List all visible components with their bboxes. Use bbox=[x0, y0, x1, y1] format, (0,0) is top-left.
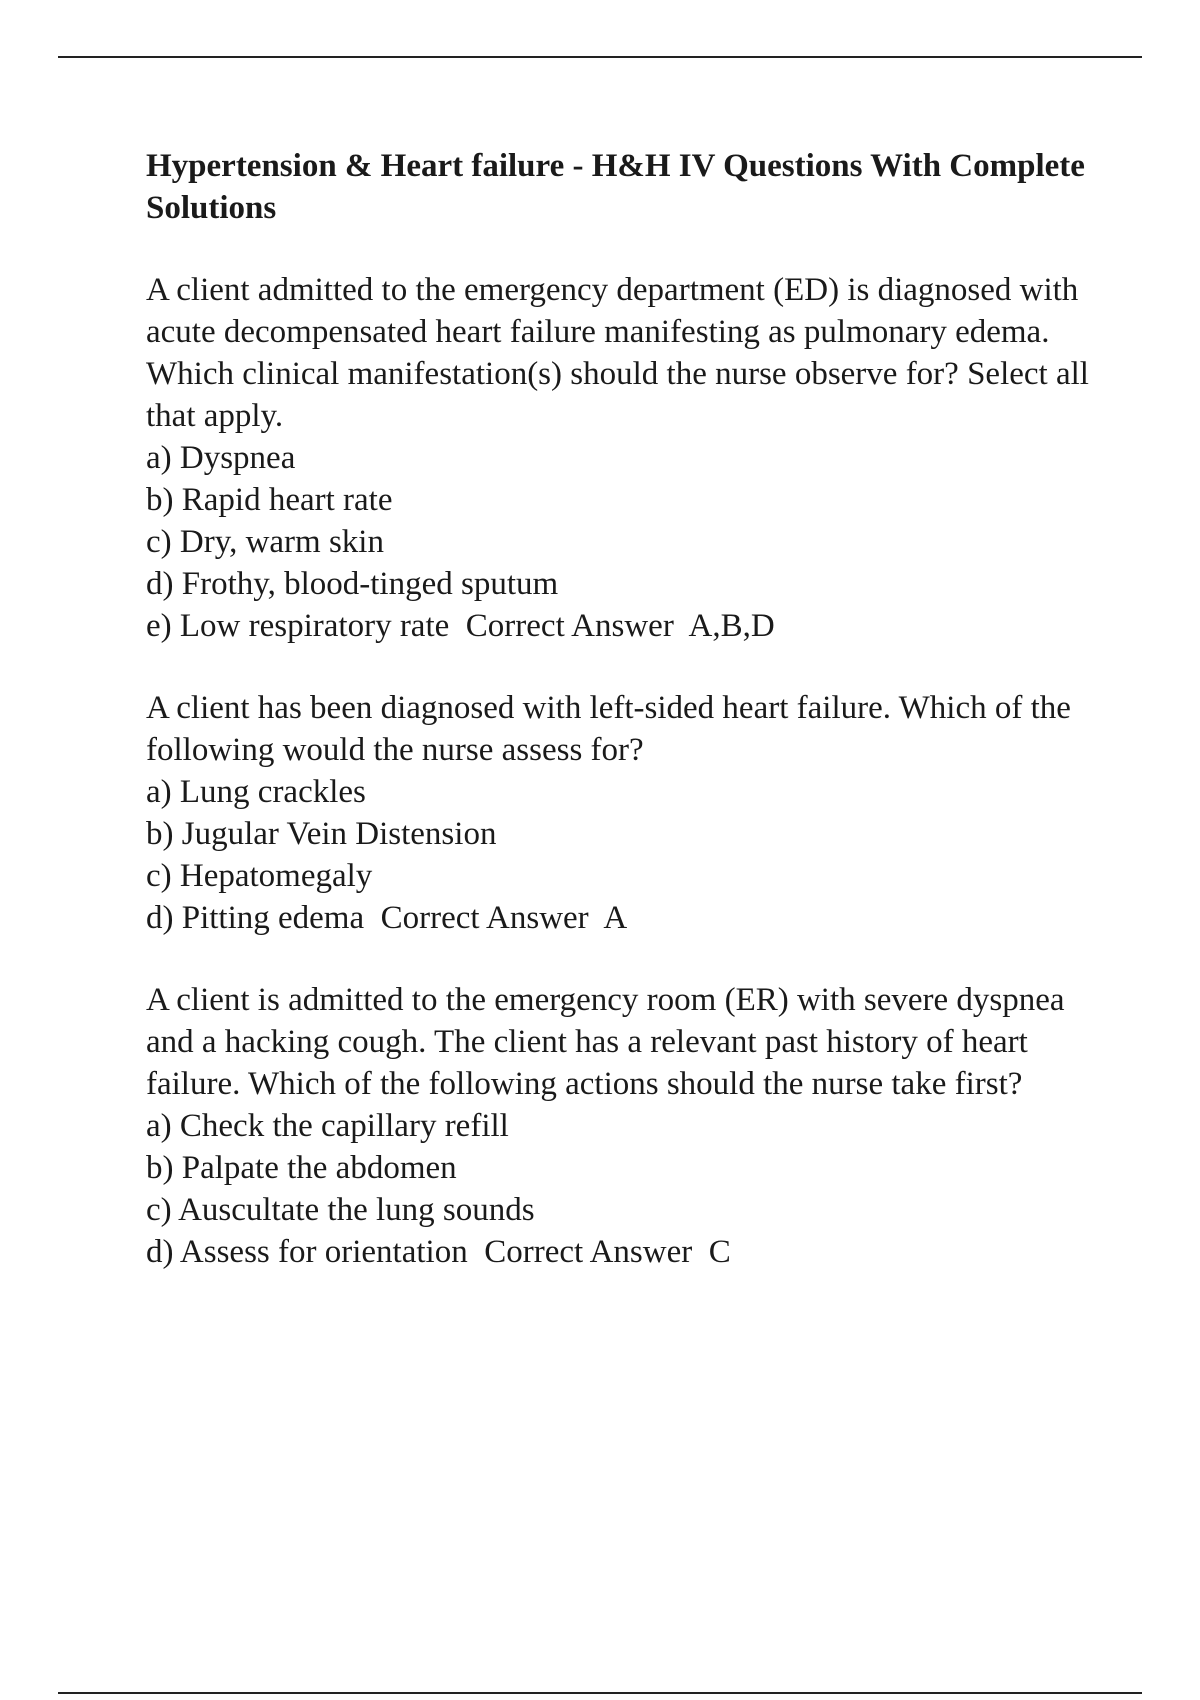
option-c: c) Hepatomegaly bbox=[146, 858, 373, 894]
correct-answer: C bbox=[708, 1234, 731, 1270]
question-1 bbox=[146, 269, 1106, 647]
document-title: Hypertension & Heart failure - H&H IV Questions With Complete Solutions bbox=[146, 148, 1085, 226]
option-e-with-answer bbox=[146, 605, 1106, 647]
answer-label: Correct Answer bbox=[380, 900, 589, 936]
option-d-with-answer bbox=[146, 897, 1106, 939]
correct-answer: A bbox=[603, 900, 628, 936]
bottom-divider bbox=[58, 1692, 1142, 1694]
option-list bbox=[146, 1105, 1106, 1273]
option-c: c) Dry, warm skin bbox=[146, 524, 384, 560]
option-a: a) Check the capillary refill bbox=[146, 1108, 509, 1144]
question-stem: A client has been diagnosed with left-sided heart failure. Which of the following would the nurse assess for? bbox=[146, 690, 1071, 768]
option-d: d) Pitting edema bbox=[146, 900, 365, 936]
option-a: a) Lung crackles bbox=[146, 774, 366, 810]
question-2 bbox=[146, 687, 1106, 939]
option-a: a) Dyspnea bbox=[146, 440, 296, 476]
option-d: d) Assess for orientation bbox=[146, 1234, 468, 1270]
option-d-with-answer bbox=[146, 1231, 1106, 1273]
option-b: b) Jugular Vein Distension bbox=[146, 816, 497, 852]
option-list bbox=[146, 771, 1106, 939]
option-b: b) Rapid heart rate bbox=[146, 482, 393, 518]
answer-label: Correct Answer bbox=[465, 608, 674, 644]
document-body bbox=[146, 145, 1106, 1273]
option-list bbox=[146, 437, 1106, 647]
question-stem: A client is admitted to the emergency room (ER) with severe dyspnea and a hacking cough. The client has a relevant past history of heart failure. Which of the following actions should the nurse take first? bbox=[146, 982, 1065, 1102]
option-b: b) Palpate the abdomen bbox=[146, 1150, 457, 1186]
question-stem: A client admitted to the emergency department (ED) is diagnosed with acute decompensated heart failure manifesting as pulmonary edema. Which clinical manifestation(s) should the nurse observe for? Select all that apply. bbox=[146, 272, 1089, 434]
option-e: e) Low respiratory rate bbox=[146, 608, 450, 644]
correct-answer: A,B,D bbox=[688, 608, 775, 644]
option-d: d) Frothy, blood-tinged sputum bbox=[146, 566, 559, 602]
option-c: c) Auscultate the lung sounds bbox=[146, 1192, 535, 1228]
question-3 bbox=[146, 979, 1106, 1273]
top-divider bbox=[58, 56, 1142, 58]
answer-label: Correct Answer bbox=[484, 1234, 693, 1270]
